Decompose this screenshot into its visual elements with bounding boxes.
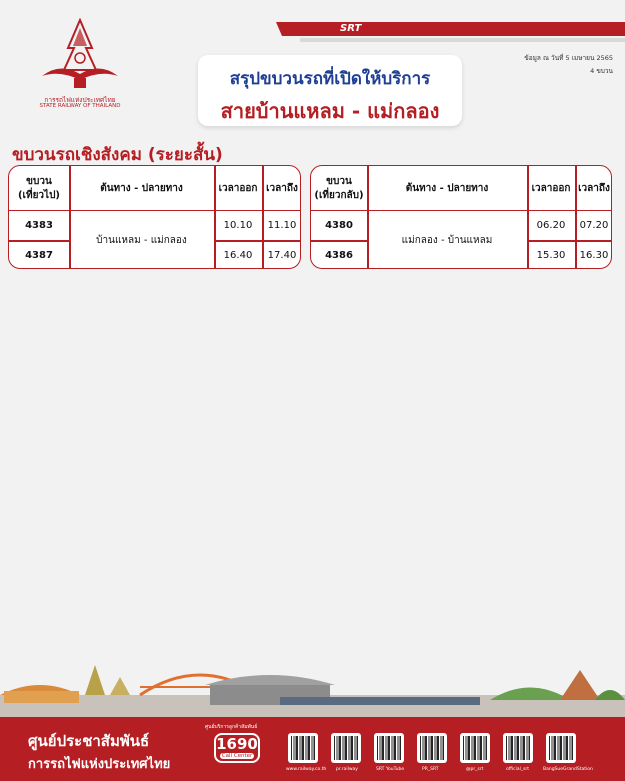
qr-facebook-icon[interactable] (331, 733, 361, 763)
qr-label: www.railway.co.th (286, 767, 327, 772)
title-line2: สายบ้านแหลม - แม่กลอง (220, 99, 440, 123)
footer (0, 717, 625, 781)
inbound-table (310, 165, 612, 269)
header-train: ขบวน (เที่ยวไป) (17, 175, 60, 201)
depart-time: 06.20 (536, 220, 566, 231)
header-arrive: เวลาถึง (578, 183, 610, 194)
org-name-th: การรถไฟแห่งประเทศไทย (44, 96, 116, 104)
header-train: ขบวน (เที่ยวกลับ) (314, 175, 364, 201)
footer-title: ศูนย์ประชาสัมพันธ์ (28, 732, 150, 750)
call-center-caption: ศูนย์บริการลูกค้าสัมพันธ์ (205, 724, 258, 730)
qr-twitter-icon[interactable] (417, 733, 447, 763)
depart-time: 10.10 (223, 220, 253, 231)
info-count: 4 ขบวน (590, 67, 613, 75)
arrive-time: 16.30 (579, 250, 609, 261)
qr-label: PR_SRT (422, 767, 439, 772)
header-arrive: เวลาถึง (266, 183, 298, 194)
top-gray-stripe (300, 38, 625, 42)
header-route: ต้นทาง - ปลายทาง (405, 183, 489, 194)
header-depart: เวลาออก (218, 183, 258, 194)
route-cell: บ้านแหลม - แม่กลอง (96, 235, 187, 246)
qr-tiktok-icon[interactable] (460, 733, 490, 763)
qr-youtube-icon[interactable] (374, 733, 404, 763)
arrive-time: 07.20 (579, 220, 609, 231)
section-title: ขบวนรถเชิงสังคม (ระยะสั้น) (12, 145, 223, 165)
title-line1: สรุปขบวนรถที่เปิดให้บริการ (229, 69, 431, 89)
qr-station-icon[interactable] (546, 733, 576, 763)
title-box (198, 55, 462, 126)
org-name-en: STATE RAILWAY OF THAILAND (39, 103, 121, 109)
qr-label: pr.railway (336, 767, 358, 772)
depart-time: 16.40 (223, 250, 253, 261)
top-red-band (282, 22, 625, 36)
skyline-illustration (0, 655, 625, 717)
srt-emblem-icon (40, 18, 120, 90)
arrive-time: 11.10 (267, 220, 297, 231)
call-center-badge[interactable] (214, 733, 260, 763)
arrive-time: 17.40 (267, 250, 297, 261)
srt-logo: SRT (340, 23, 362, 34)
header-depart: เวลาออก (531, 183, 571, 194)
qr-label: official_srt (506, 767, 530, 772)
depart-time: 15.30 (536, 250, 566, 261)
info-block (524, 52, 613, 78)
qr-label: @pr_srt (466, 767, 484, 772)
call-center-number: 1690 (216, 735, 258, 753)
route-cell: แม่กลอง - บ้านแหลม (401, 235, 493, 246)
qr-label: BangSueGrandStation (543, 767, 593, 772)
call-center-label: Call Center (221, 753, 253, 759)
header-route: ต้นทาง - ปลายทาง (100, 183, 183, 194)
info-date: ข้อมูล ณ วันที่ 5 เมษายน 2565 (524, 54, 613, 62)
train-number: 4380 (325, 220, 353, 231)
outbound-table (8, 165, 301, 269)
footer-subtitle: การรถไฟแห่งประเทศไทย (28, 757, 171, 772)
train-number: 4387 (25, 250, 53, 261)
train-number: 4383 (25, 220, 53, 231)
train-number: 4386 (325, 250, 353, 261)
qr-website-icon[interactable] (288, 733, 318, 763)
qr-label: SRT YouTube (376, 767, 405, 772)
qr-instagram-icon[interactable] (503, 733, 533, 763)
